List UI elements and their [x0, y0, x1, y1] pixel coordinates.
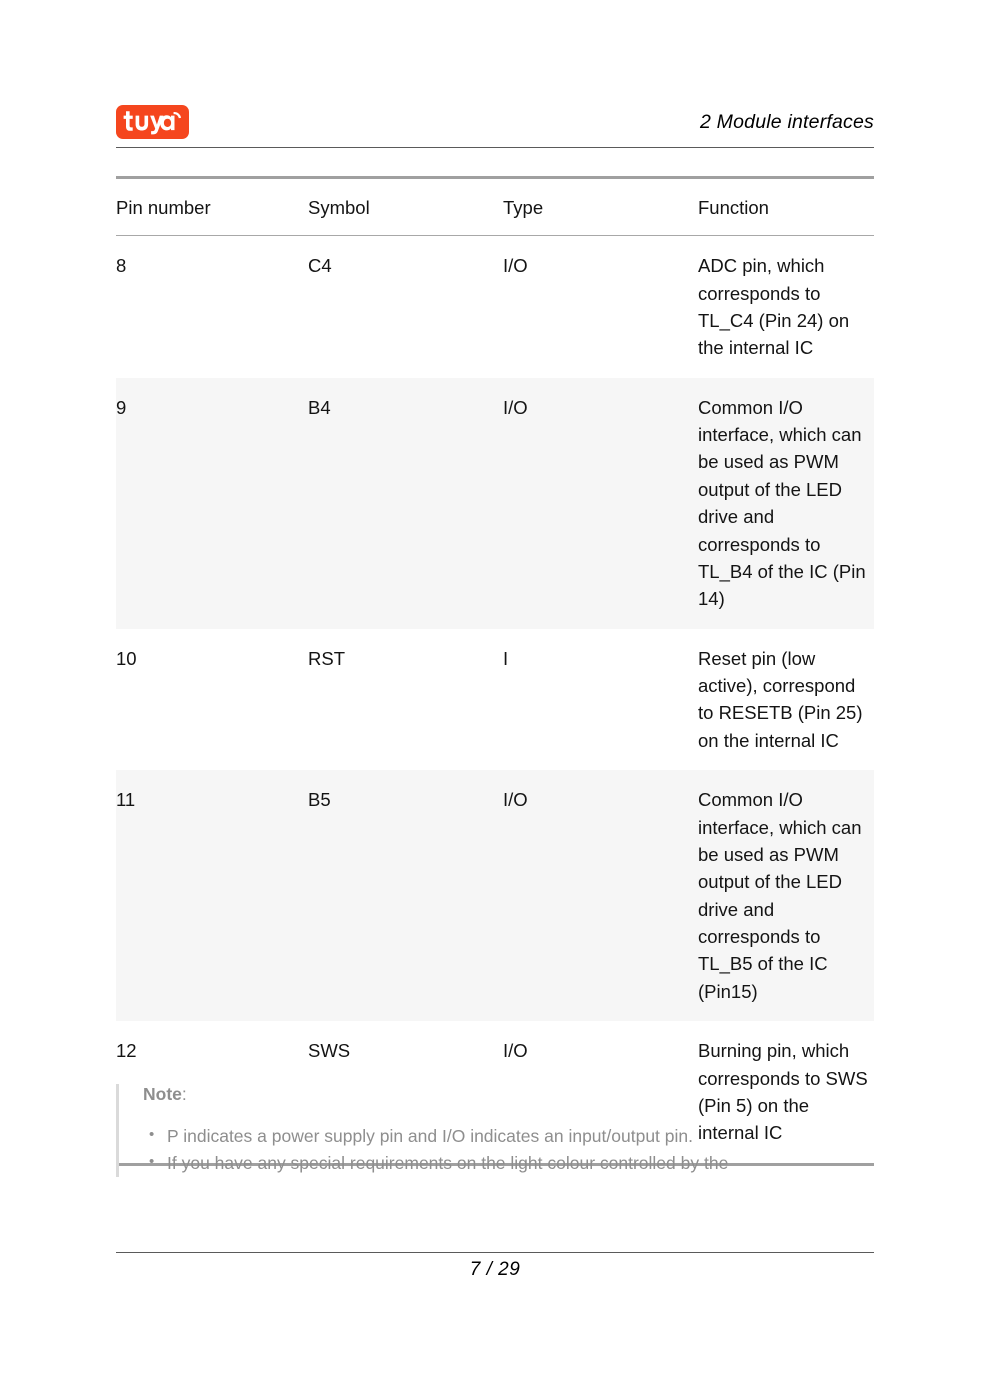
cell-type: I/O [503, 1040, 528, 1062]
table-row [116, 629, 874, 771]
cell-function: Burning pin, which corresponds to SWS (Pin 5) on the internal IC [698, 1040, 868, 1144]
tuya-logo [116, 105, 189, 139]
cell-symbol: SWS [308, 1040, 351, 1062]
cell-pin-number: 8 [116, 255, 127, 277]
table-row [116, 378, 874, 629]
column-header-symbol: Symbol [308, 197, 370, 218]
cell-type: I/O [503, 789, 528, 811]
header-divider [116, 147, 874, 148]
cell-pin-number: 11 [116, 789, 136, 811]
cell-pin-number: 12 [116, 1040, 137, 1062]
section-title: 2 Module interfaces [700, 110, 874, 133]
page-number: 7 / 29 [469, 1259, 521, 1280]
table-row [116, 236, 874, 378]
note-title-text: Note [143, 1084, 182, 1104]
cell-function: Common I/O interface, which can be used as PWM output of the LED drive and corresponds to TL_B4 of the IC (Pin 14) [698, 396, 866, 610]
cell-type: I/O [503, 255, 528, 277]
cell-symbol: C4 [308, 255, 332, 277]
list-item: • If you have any special requirements on the light colour controlled by the [143, 1150, 874, 1177]
footer-divider [116, 1252, 874, 1253]
cell-symbol: B5 [308, 789, 331, 811]
note-title-colon: : [181, 1084, 187, 1104]
cell-function: ADC pin, which corresponds to TL_C4 (Pin 24) on the internal IC [698, 255, 850, 359]
list-item: • P indicates a power supply pin and I/O indicates an input/output pin. [143, 1123, 874, 1150]
table-header [116, 178, 874, 236]
cell-symbol: RST [308, 647, 345, 669]
note-list [143, 1123, 874, 1177]
cell-pin-number: 10 [116, 647, 137, 669]
cell-type: I [503, 647, 509, 669]
cell-symbol: B4 [308, 396, 331, 418]
table-body [116, 236, 874, 1165]
tuya-wordmark-icon [116, 105, 189, 139]
note-title [143, 1084, 874, 1105]
page-header [116, 96, 874, 148]
cell-function: Reset pin (low active), correspond to RESETB (Pin 25) on the internal IC [698, 647, 863, 751]
column-header-pin-number: Pin number [116, 197, 211, 218]
cell-function: Common I/O interface, which can be used as PWM output of the LED drive and corresponds to TL_B5 of the IC (Pin15) [698, 789, 862, 1002]
cell-pin-number: 9 [116, 396, 127, 418]
column-header-type: Type [503, 197, 544, 218]
table-row [116, 770, 874, 1021]
pin-definition-table [116, 176, 874, 1166]
cell-type: I/O [503, 396, 528, 418]
table-header-row [116, 178, 874, 236]
note-callout [116, 1084, 874, 1177]
column-header-function: Function [698, 197, 769, 218]
